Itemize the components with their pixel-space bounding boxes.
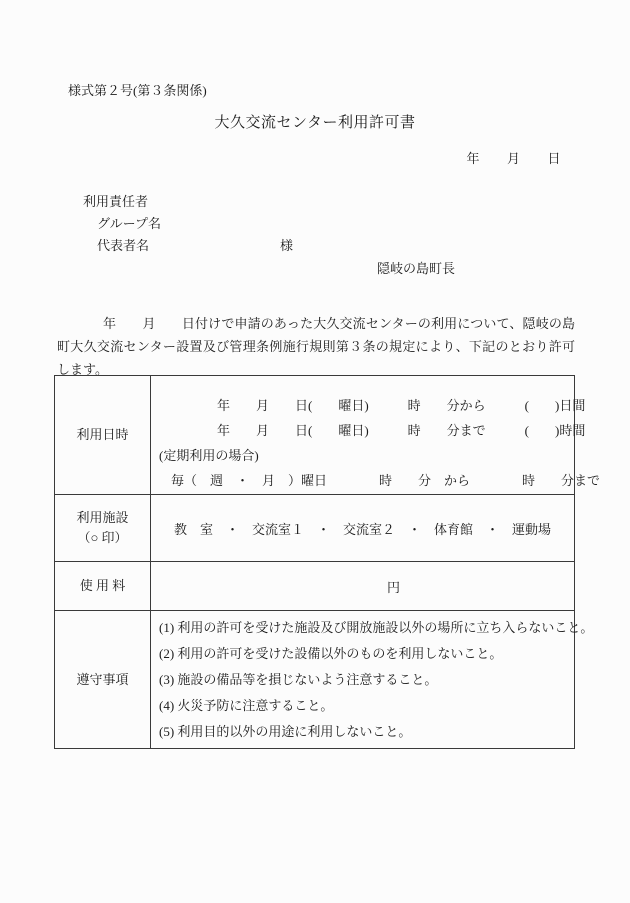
compliance-item-5: (5) 利用目的以外の用途に利用しないこと。	[159, 724, 412, 739]
compliance-item-3: (3) 施設の備品等を損じないよう注意すること。	[159, 672, 438, 687]
compliance-item-4: (4) 火災予防に注意すること。	[159, 698, 334, 713]
form-number: 様式第２号(第３条関係)	[68, 83, 207, 98]
page-title: 大久交流センター利用許可書	[214, 115, 416, 131]
fee-cell	[151, 562, 575, 611]
representative-name-row	[97, 235, 294, 254]
honorific-sama: 様	[280, 238, 294, 253]
datetime-from-line: 年 月 日( 曜日) 時 分から ( )日間	[217, 398, 586, 413]
compliance-item-2: (2) 利用の許可を受けた設備以外のものを利用しないこと。	[159, 646, 503, 661]
row-label-usage-datetime: 利用日時	[55, 376, 151, 495]
fee-unit-yen: 円	[386, 579, 400, 595]
table-row-usage-datetime	[55, 376, 575, 495]
table-row-fee	[55, 562, 575, 611]
group-name-label: グループ名	[97, 216, 161, 231]
compliance-items-cell	[151, 611, 594, 749]
responsible-person-label: 利用責任者	[83, 194, 149, 209]
row-label-compliance: 遵守事項	[55, 611, 151, 749]
periodic-use-line: 毎（ 週 ・ 月 ）曜日 時 分 から 時 分まで	[171, 473, 601, 488]
periodic-use-note: (定期利用の場合)	[159, 448, 259, 463]
table-row-compliance	[55, 611, 575, 749]
usage-datetime-cell	[151, 376, 601, 495]
permit-table	[54, 375, 601, 749]
facility-label-line1: 利用施設	[76, 510, 129, 525]
facility-label-line2: （○ 印）	[77, 530, 128, 545]
table-row-facility	[55, 495, 575, 562]
issuer-mayor-name: 隠岐の島町長	[377, 261, 456, 276]
representative-name-label: 代表者名	[97, 238, 150, 253]
datetime-to-line: 年 月 日( 曜日) 時 分まで ( )時間	[217, 423, 586, 438]
facility-options-cell	[151, 495, 575, 562]
compliance-item-1: (1) 利用の許可を受けた施設及び開放施設以外の場所に立ち入らないこと。	[159, 620, 594, 635]
facility-options: 教 室 ・ 交流室１ ・ 交流室２ ・ 体育館 ・ 運動場	[173, 521, 551, 537]
row-label-fee: 使 用 料	[55, 562, 151, 611]
issue-date-line: 年 月 日	[466, 151, 561, 166]
body-paragraph: 年 月 日付けで申請のあった大久交流センターの利用について、隠岐の島町大久交流センター設置及び管理条例施行規則第３条の規定により、下記のとおり許可します。	[57, 316, 575, 377]
row-label-facility	[55, 495, 151, 562]
